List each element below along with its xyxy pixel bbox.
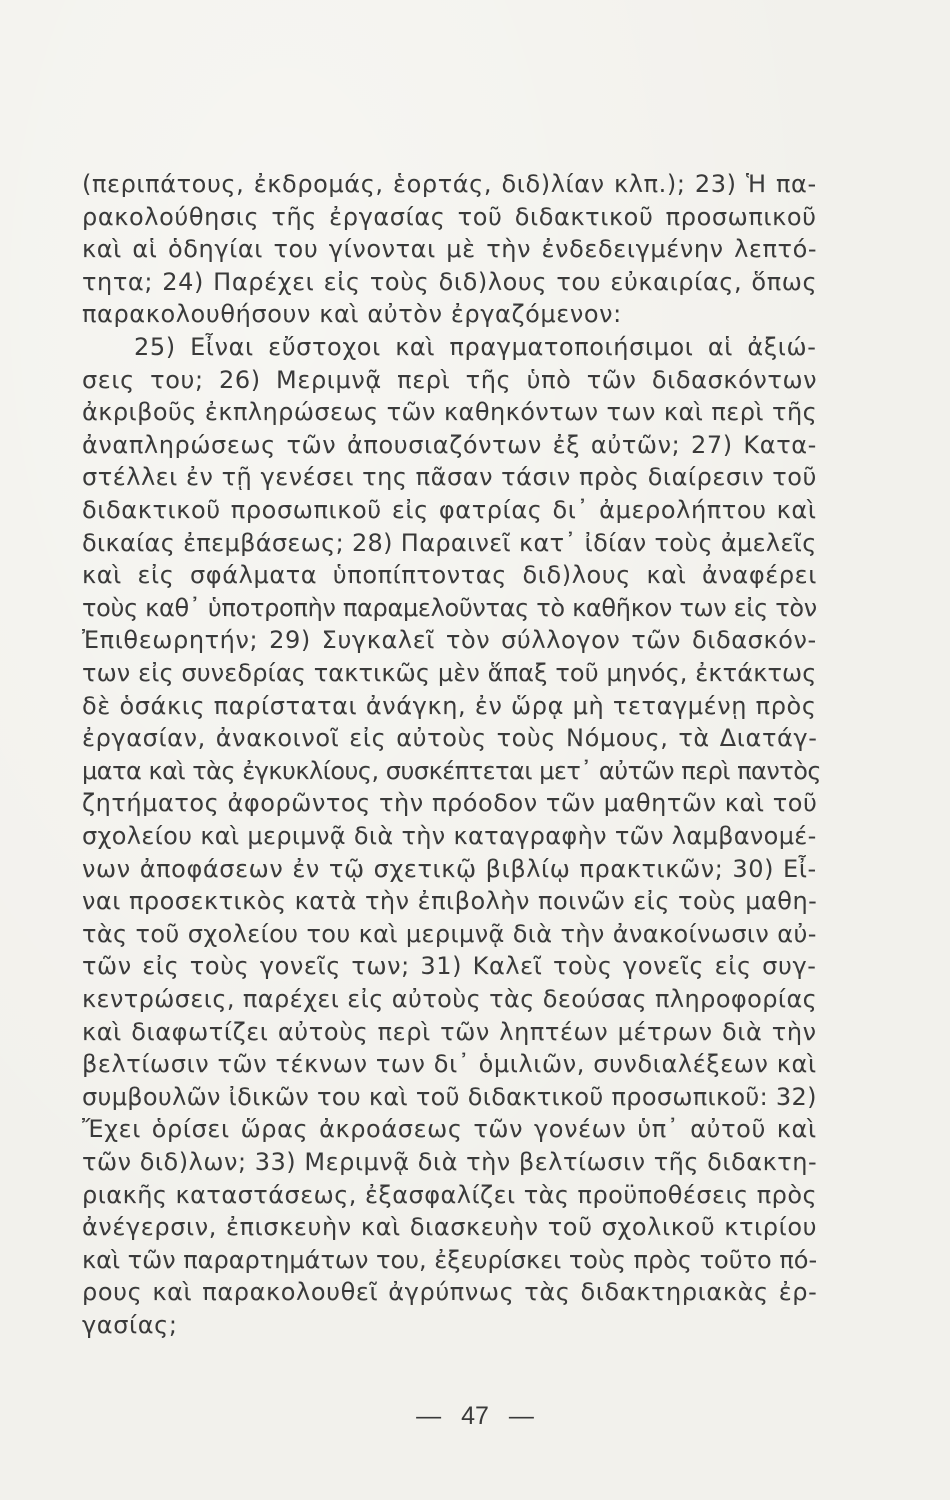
text-line: ζητήματος ἀφορῶντος τὴν πρόοδον τῶν μαθητῶν καὶ τοῦ [82, 789, 818, 818]
text-line: διδακτικοῦ προσωπικοῦ εἰς φατρίας δι᾽ ἀμερολήπτου καὶ [82, 496, 817, 524]
text-line: ρους καὶ παρακολουθεῖ ἀγρύπνως τὰς διδακτηριακὰς ἐρ- [82, 1278, 818, 1307]
text-line: ἀκριβοῦς ἐκπληρώσεως τῶν καθηκόντων των καὶ περὶ τῆς [82, 398, 818, 427]
text-line: (περιπάτους, ἐκδρομάς, ἑορτάς, διδ)λίαν κλπ.); 23) Ἡ πα- [82, 170, 817, 198]
text-line: των εἰς συνεδρίας τακτικῶς μὲν ἅπαξ τοῦ μηνός, ἐκτάκτως [82, 659, 817, 687]
text-line: τὰς τοῦ σχολείου του καὶ μεριμνᾷ διὰ τὴν ἀνακοίνωσιν αὐ- [82, 919, 817, 948]
text-line: καὶ αἱ ὁδηγίαι του γίνονται μὲ τὴν ἐνδεδειγμένην λεπτό- [82, 235, 818, 264]
text-line: τητα; 24) Παρέχει εἰς τοὺς διδ)λους του εὐκαιρίας, ὅπως [82, 267, 818, 296]
text-line: 25) Εἶναι εὔστοχοι καὶ πραγματοποιήσιμοι αἱ ἀξιώ- [134, 333, 817, 361]
text-line: τοὺς καθ᾽ ὑποτροπὴν παραμελοῦντας τὸ καθῆκον των εἰς τὸν [82, 593, 817, 622]
text-line: γασίας; [82, 1311, 178, 1339]
text-line: ριακῆς καταστάσεως, ἐξασφαλίζει τὰς προϋποθέσεις πρὸς [82, 1180, 818, 1209]
footer-dash-left: — [416, 1402, 442, 1430]
text-line: ἀναπληρώσεως τῶν ἀπουσιαζόντων ἐξ αὐτῶν; 27) Κατα- [82, 430, 817, 459]
text-line: κεντρώσεις, παρέχει εἰς αὐτοὺς τὰς δεούσας πληροφορίας [82, 985, 818, 1013]
page-footer [0, 1402, 950, 1431]
text-line: ἐργασίαν, ἀνακοινοῖ εἰς αὐτοὺς τοὺς Νόμους, τὰ Διατάγ- [82, 724, 818, 753]
footer-dash-right: — [508, 1402, 534, 1430]
text-line: παρακολουθήσουν καὶ αὐτὸν ἐργαζόμενον: [82, 300, 622, 329]
text-line: καὶ εἰς σφάλματα ὑποπίπτοντας διδ)λους καὶ ἀναφέρει [82, 561, 817, 590]
text-line: τῶν εἰς τοὺς γονεῖς των; 31) Καλεῖ τοὺς γονεῖς εἰς συγ- [82, 952, 817, 981]
text-line: ματα καὶ τὰς ἐγκυκλίους, συσκέπτεται μετ᾽ αὐτῶν περὶ παντὸς [82, 756, 822, 785]
text-line: τῶν διδ)λων; 33) Μεριμνᾷ διὰ τὴν βελτίωσιν τῆς διδακτη- [82, 1148, 818, 1176]
text-line: Ἐπιθεωρητήν; 29) Συγκαλεῖ τὸν σύλλογον τῶν διδασκόν- [82, 626, 817, 655]
text-line: ναι προσεκτικὸς κατὰ τὴν ἐπιβολὴν ποινῶν εἰς τοὺς μαθη- [82, 887, 818, 916]
text-line: δικαίας ἐπεμβάσεως; 28) Παραινεῖ κατ᾽ ἰδίαν τοὺς ἀμελεῖς [82, 528, 817, 557]
text-line: συμβουλῶν ἰδικῶν του καὶ τοῦ διδακτικοῦ προσωπικοῦ: 32) [82, 1082, 817, 1111]
text-line: Ἔχει ὁρίσει ὥρας ἀκροάσεως τῶν γονέων ὑπ᾽ αὐτοῦ καὶ [82, 1115, 817, 1144]
text-line: ρακολούθησις τῆς ἐργασίας τοῦ διδακτικοῦ προσωπικοῦ [82, 202, 817, 231]
text-line: σεις του; 26) Μεριμνᾷ περὶ τῆς ὑπὸ τῶν διδασκόντων [82, 365, 818, 394]
text-line: δὲ ὁσάκις παρίσταται ἀνάγκη, ἐν ὥρᾳ μὴ τεταγμένῃ πρὸς [82, 691, 817, 720]
text-line: στέλλει ἐν τῇ γενέσει της πᾶσαν τάσιν πρὸς διαίρεσιν τοῦ [82, 463, 817, 492]
text-line: καὶ τῶν παραρτημάτων του, ἐξευρίσκει τοὺς πρὸς τοῦτο πό- [82, 1245, 818, 1274]
text-line: νων ἀποφάσεων ἐν τῷ σχετικῷ βιβλίῳ πρακτικῶν; 30) Εἶ- [82, 854, 817, 883]
text-line: βελτίωσιν τῶν τέκνων των δι᾽ ὁμιλιῶν, συνδιαλέξεων καὶ [82, 1050, 817, 1079]
text-line: σχολείου καὶ μεριμνᾷ διὰ τὴν καταγραφὴν τῶν λαμβανομέ- [82, 822, 817, 850]
page-number: 47 [461, 1402, 489, 1430]
text-line: ἀνέγερσιν, ἐπισκευὴν καὶ διασκευὴν τοῦ σχολικοῦ κτιρίου [82, 1213, 818, 1242]
text-line: καὶ διαφωτίζει αὐτοὺς περὶ τῶν ληπτέων μέτρων διὰ τὴν [82, 1017, 817, 1046]
